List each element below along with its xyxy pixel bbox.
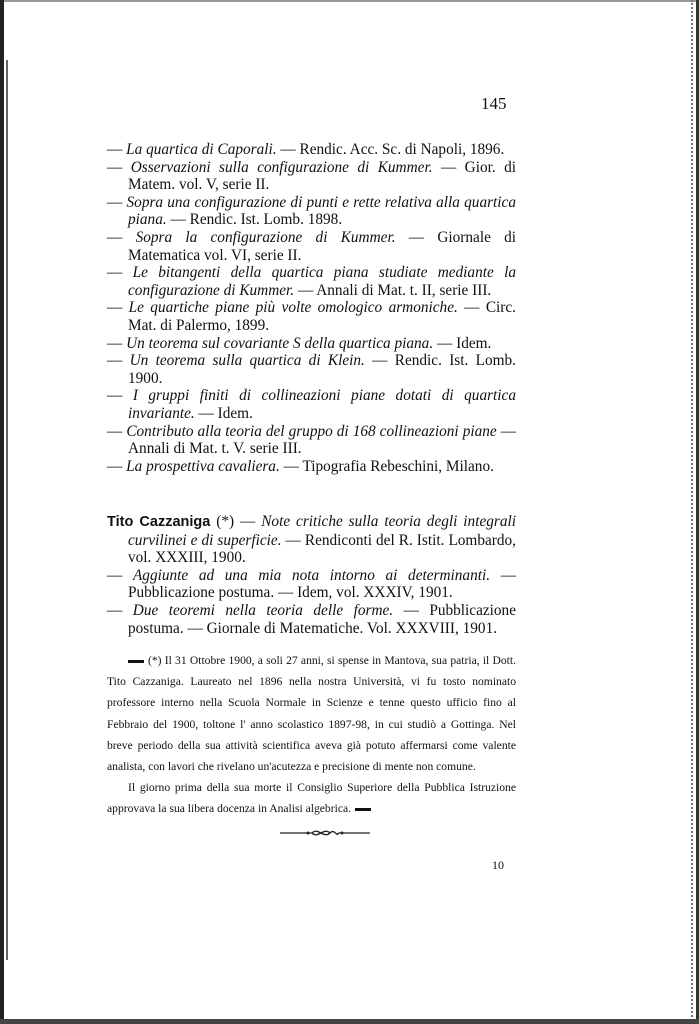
bibliography-entry <box>107 229 516 264</box>
footnote-ref: (*) — <box>210 513 262 530</box>
entry-source: — Annali di Mat. t. II, serie III. <box>294 281 492 299</box>
entry-title: La prospettiva cavaliera. <box>126 457 280 475</box>
footnote <box>107 650 516 820</box>
entry-dash: — <box>107 141 127 158</box>
signature-mark: 10 <box>492 858 504 872</box>
entry-source: — Rendic. Ist. Lomb. 1898. <box>166 211 343 229</box>
entry-title: Sopra una configurazione di punti e rette relativa alla quartica piana. <box>126 193 516 229</box>
entry-title: Aggiunte ad una mia nota intorno ai determinanti. <box>132 566 491 584</box>
entry-dash: — <box>107 193 127 211</box>
entry-dash: — <box>107 228 136 246</box>
entry-source: — Giornale di Matematica vol. VI, serie II. <box>128 228 517 264</box>
bibliography-entry <box>107 299 516 334</box>
page-number: 145 <box>481 94 507 113</box>
ornament-divider-icon <box>280 826 370 840</box>
scan-edge-bottom <box>0 1019 699 1024</box>
entry-dash: — <box>107 158 131 176</box>
scan-edge-left-inner <box>6 60 8 960</box>
footnote-start-bar <box>128 660 144 663</box>
bibliography-entry <box>107 423 516 458</box>
entry-source: — Pubblicazione postuma. — Idem, vol. XXXIV, 1901. <box>128 566 516 602</box>
entry-source: — Tipografia Rebeschini, Milano. <box>279 457 494 475</box>
bibliography-entry <box>107 387 516 422</box>
bibliography-entry <box>107 141 516 159</box>
bibliography-entry <box>107 352 516 387</box>
bibliography-entry <box>107 159 516 194</box>
footnote-paragraph-1: (*) Il 31 Ottobre 1900, a soli 27 anni, si spense in Mantova, sua patria, il Dott. Tito Cazzaniga. Laureato nel 1896 nella nostra Università, vi fu tosto nominato professore interno nella Scuola Normale in Scienze e tenne questo ufficio fino al Febbraio del 1900, toltone l' anno scolastico 1897-98, in cui studiò a Gottinga. Nel breve periodo della sua attività scientifica aveva già potuto affermarsi come valente analista, con lavori che rivelano un'acutezza e precisione di mente non comune. <box>107 654 516 774</box>
entry-dash: — <box>107 422 127 440</box>
entry-source: — Rendiconti del R. Istit. Lombardo, vol. XXXIII, 1900. <box>128 531 516 567</box>
cazzaniga-section <box>107 513 516 637</box>
entry-title: Un teorema sul covariante S della quartica piana. <box>126 334 434 352</box>
entry-dash: — <box>107 264 133 282</box>
entry-title: Due teoremi nella teoria delle forme. <box>132 601 394 619</box>
footnote-paragraph-2: Il giorno prima della sua morte il Consiglio Superiore della Pubblica Istruzione approvava la sua libera docenza in Analisi algebrica. <box>107 781 516 816</box>
bibliography-entry <box>107 602 516 637</box>
entry-title: Note critiche sulla teoria degli integrali curvilinei e di superficie. <box>128 513 516 549</box>
entry-source: — Annali di Mat. t. V. serie III. <box>128 422 517 458</box>
entry-dash: — <box>107 601 133 619</box>
author-name: Tito Cazzaniga <box>107 514 211 530</box>
entry-title: Osservazioni sulla configurazione di Kummer. <box>130 158 433 176</box>
bibliography-list <box>107 141 516 475</box>
entry-title: La quartica di Caporali. <box>126 141 277 158</box>
entry-source: — Circ. Mat. di Palermo, 1899. <box>128 299 517 334</box>
entry-dash: — <box>107 387 133 405</box>
bibliography-entry <box>107 567 516 602</box>
entry-dash: — <box>107 457 127 475</box>
entry-title: I gruppi finiti di collineazioni piane dotati di quartica invariante. <box>128 387 516 422</box>
bibliography-entry <box>107 264 516 299</box>
entry-title: Le quartiche piane più volte omologico armoniche. <box>128 299 458 317</box>
footnote-end-bar <box>355 808 371 811</box>
bibliography-entry <box>107 335 516 353</box>
entry-dash: — <box>107 352 130 370</box>
entry-source: — Idem. <box>194 404 253 422</box>
bibliography-entry <box>107 458 516 476</box>
scan-edge-right-inner <box>690 0 693 1024</box>
scan-edge-top <box>0 0 699 2</box>
entry-title: Le bitangenti della quartica piana studiate mediante la configurazione di Kummer. <box>128 264 516 299</box>
entry-title: Un teorema sulla quartica di Klein. <box>129 352 365 370</box>
entry-title: Contributo alla teoria del gruppo di 168 collineazioni piane <box>126 422 497 440</box>
entry-source: — Idem. <box>433 334 492 352</box>
entry-dash: — <box>107 566 133 584</box>
bibliography-entry <box>107 194 516 229</box>
entry-title: Sopra la configurazione di Kummer. <box>135 228 396 246</box>
cazzaniga-first-entry <box>107 513 516 567</box>
entry-dash: — <box>107 334 127 352</box>
entry-dash: — <box>107 299 129 317</box>
entry-source: — Rendic. Ist. Lomb. 1900. <box>128 352 517 387</box>
entry-source: — Rendic. Acc. Sc. di Napoli, 1896. <box>276 141 505 158</box>
scan-edge-left <box>0 0 4 1024</box>
entry-source: — Pubblicazione postuma. — Giornale di Matematiche. Vol. XXXVIII, 1901. <box>128 601 516 637</box>
entry-source: — Gior. di Matem. vol. V, serie II. <box>128 158 517 194</box>
